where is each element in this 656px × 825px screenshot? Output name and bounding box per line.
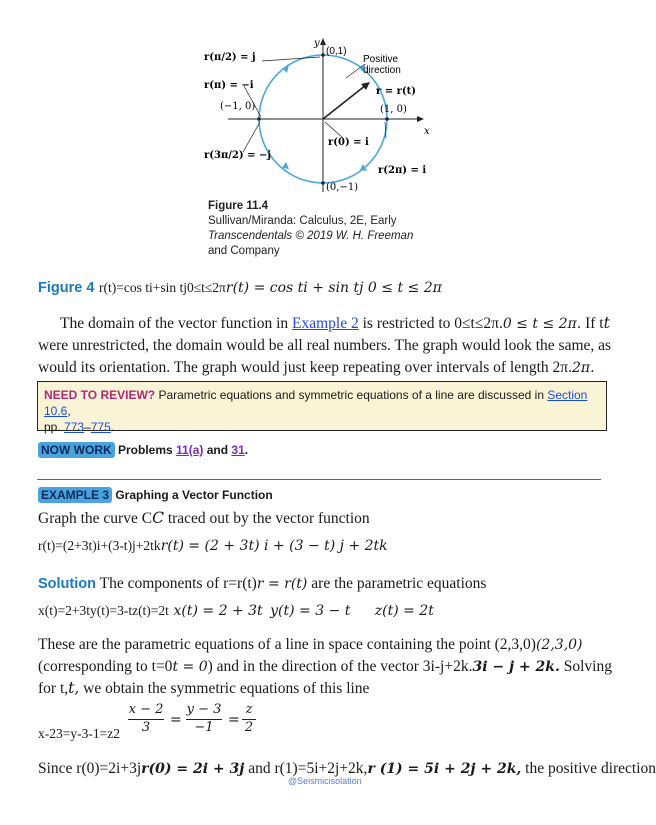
watermark: @Seismicisolation: [288, 776, 362, 786]
figure4-math: r(t) = cos ti + sin tj 0 ≤ t ≤ 2π: [225, 280, 442, 296]
example3-prompt: Graph the curve CC traced out by the vector function: [38, 509, 370, 527]
example3-heading: [38, 486, 273, 504]
figure-caption-line1: Sullivan/Miranda: Calculus, 2E, Early: [208, 215, 397, 227]
example3-badge: EXAMPLE 3: [38, 487, 112, 503]
problem-31-link[interactable]: 31: [231, 443, 245, 457]
solution-label: Solution: [38, 576, 96, 592]
r-eq-label: r = r(t): [376, 86, 416, 97]
figure-caption-line3: and Company: [208, 245, 280, 257]
line-description-paragraph: These are the parametric equations of a line in space containing the point (2,3,0)(2,3,0) (corresponding to t=0t = 0) and in the direction of the vector 3i-j+2k.3i − j + 2k. Solving for t,t, we obtain the symmetric equations of this line: [38, 636, 612, 697]
parametric-equations: x(t)=2+3ty(t)=3-tz(t)=2t x(t) = 2 + 3t y(t) = 3 − t z(t) = 2t: [38, 603, 434, 619]
domain-paragraph: The domain of the vector function in Example 2 is restricted to 0≤t≤2π.0 ≤ t ≤ 2π. If tt were unrestricted, the domain would be all real numbers. The graph would look the same, as would its orientation. The graph would just keep repeating over intervals of length 2π.2π.: [38, 314, 612, 376]
figure4-line: [38, 279, 442, 297]
now-work-line: NOW WORK Problems 11(a) and 31.: [38, 441, 248, 459]
figure-caption-line2: Transcendentals © 2019 W. H. Freeman: [208, 230, 414, 242]
r-2pi-label: r(2π) = i: [378, 165, 427, 176]
point-neg1-0-label: (−1, 0): [220, 101, 256, 112]
section-divider: [37, 479, 601, 480]
point-0-neg1-label: (0,−1): [326, 182, 359, 193]
r-3pi-over-2-label: r(3π/2) = −j: [204, 150, 271, 161]
figure4-label: Figure 4: [38, 280, 95, 296]
solution-line: Solution The components of r=r(t)r = r(t) are the parametric equations: [38, 575, 487, 592]
point-0-1-label: (0,1): [326, 46, 347, 57]
positive-direction-sentence: Since r(0)=2i+3jr(0) = 2i + 3j and r(1)=5i+2j+2k,r (1) = 5i + 2j + 2k, the positive direction: [38, 760, 656, 777]
figure-caption-title: Figure 11.4: [208, 200, 269, 212]
r-pi-label: r(π) = −i: [204, 80, 254, 91]
figure-caption: [208, 199, 413, 259]
example2-link[interactable]: Example 2: [292, 315, 359, 332]
now-work-badge: NOW WORK: [38, 442, 115, 458]
review-label: NEED TO REVIEW?: [44, 388, 156, 402]
figure4-plain-text: r(t)=cos ti+sin tj0≤t≤2π: [99, 280, 226, 295]
example3-title: Graphing a Vector Function: [112, 488, 273, 502]
x-axis-label: x: [424, 126, 430, 137]
r-pi-over-2-label: r(π/2) = j: [204, 52, 256, 63]
page-775-link[interactable]: 775: [90, 420, 111, 434]
r-zero-label: r(0) = i: [328, 137, 369, 148]
problem-11a-link[interactable]: 11(a): [176, 443, 204, 457]
need-to-review-box: NEED TO REVIEW? Parametric equations and symmetric equations of a line are discussed in Section 10.6, pp. 773–775.: [37, 381, 607, 431]
point-1-0-label: (1, 0): [380, 104, 407, 115]
example3-equation: r(t)=(2+3t)i+(3-t)j+2tkr(t) = (2 + 3t) i + (3 − t) j + 2tk: [38, 538, 388, 554]
y-axis-label: y: [314, 38, 320, 49]
unit-circle-figure: [200, 34, 440, 194]
radius-vector: [323, 85, 366, 119]
positive-direction-label: Positive direction: [363, 54, 401, 76]
section-10-6-link[interactable]: Section 10.6: [44, 388, 588, 418]
page-773-link[interactable]: 773: [64, 420, 85, 434]
